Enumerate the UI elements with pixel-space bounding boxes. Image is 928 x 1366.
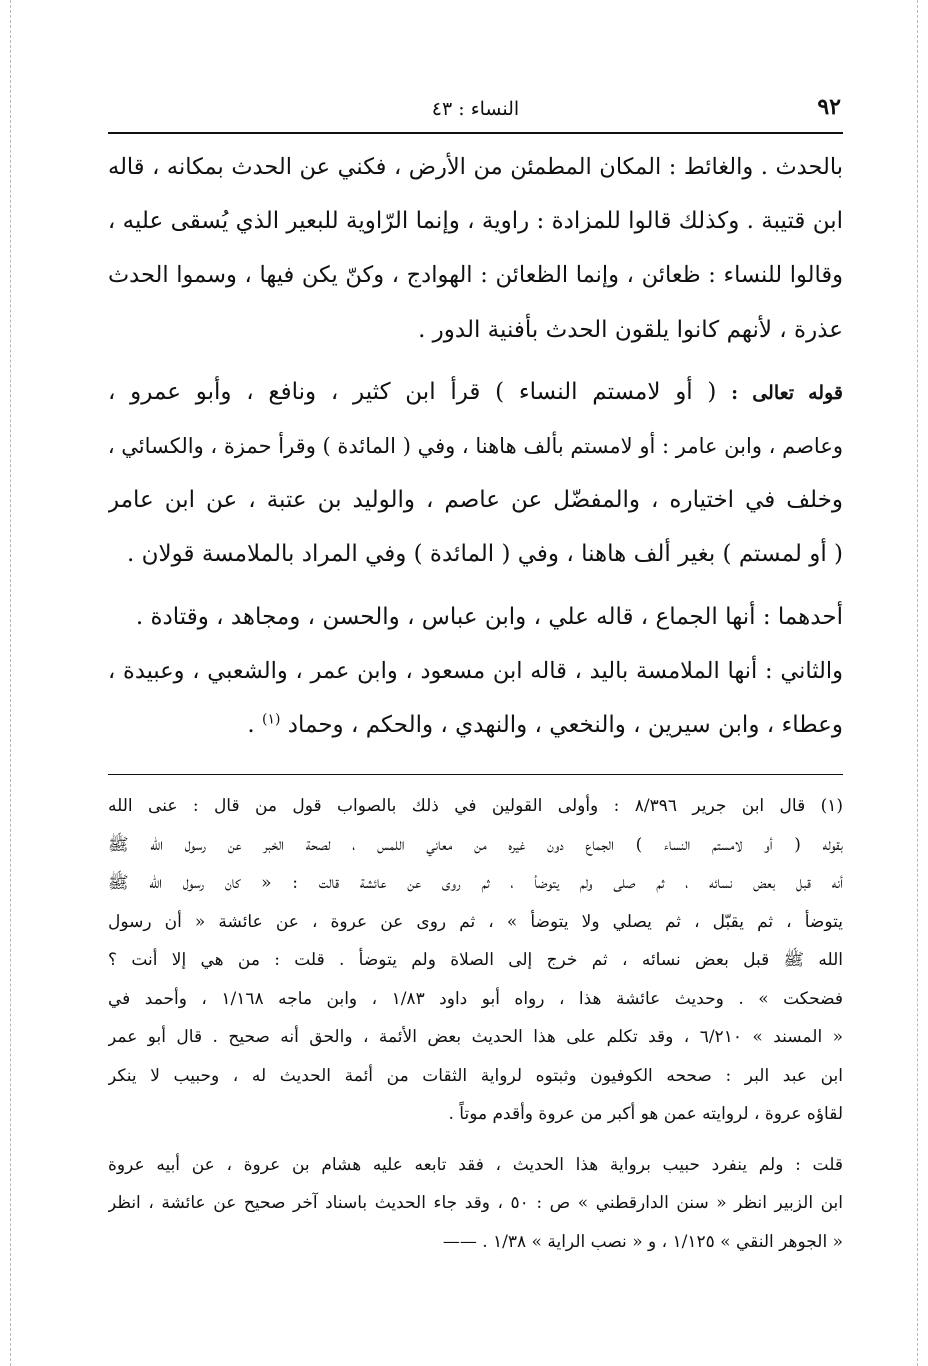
footnote-divider: [108, 774, 843, 775]
text-line: ابن قتيبة . وكذلك قالوا للمزادة : راوية ، وإنما الرّاوية للبعير الذي يُسقى عليه ،: [108, 208, 843, 235]
page-number: ٩٢: [817, 94, 841, 120]
opinion-second-line: والثاني : أنها الملامسة باليد ، قاله ابن مسعود ، وابن عمر ، والشعبي ، وعبيدة ،: [108, 657, 843, 684]
qira-paragraph-first-line: [108, 365, 843, 419]
footnote-line: يتوضأ ، ثم يقبّل ، ثم يصلي ولا يتوضأ » ، ثم روى عن عروة ، عن عائشة « أن رسول: [108, 911, 843, 932]
book-page: [108, 92, 843, 1261]
running-title: النساء : ٤٣: [431, 98, 520, 120]
footnote-line: (١) قال ابن جرير ٨/٣٩٦ : وأولى القولين في ذلك بالصواب قول من قال : عنى الله: [108, 796, 843, 817]
footnote-line: أنه قبل بعض نسائه ، ثم صلى ولم يتوضأ ، ثم روى عن عائشة قالت : « كان رسول الله ﷺ: [108, 873, 843, 894]
text-line: وخلف في اختياره ، والمفضّل عن عاصم ، والوليد بن عتبة ، عن ابن عامر: [108, 487, 843, 514]
verse-reading-text: ( أو لامستم النساء ) قرأ ابن كثير ، ونافع ، وأبو عمرو ،: [108, 378, 732, 405]
main-text: [108, 140, 843, 752]
editor-note-line: « الجوهر النقي » ١/١٢٥ ، و « نصب الراية » ١/٣٨ . ——: [442, 1231, 843, 1252]
text-line: عذرة ، لأنهم كانوا يلقون الحدث بأفنية الدور .: [418, 316, 843, 343]
editor-note-line: ابن الزبير انظر « سنن الدارقطني » ص : ٥٠ ، وقد جاء الحديث باسناد آخر صحيح عن عائشة ، انظر: [108, 1193, 843, 1214]
scan-margin-guide-right: [917, 0, 918, 1366]
editor-note-line: قلت : ولم ينفرد حبيب برواية هذا الحديث ، فقد تابعه عليه هشام بن عروة ، عن أبيه عروة: [108, 1154, 843, 1175]
page-header: [108, 92, 843, 134]
footnote-line: « المسند » ٦/٢١٠ ، وقد تكلم على هذا الحديث بعض الأئمة ، والحق أنه صحيح . قال أبو عمر: [108, 1027, 843, 1048]
footnote-line: فضحكت » . وحديث عائشة هذا ، رواه أبو داود ١/٨٣ ، وابن ماجه ١/١٦٨ ، وأحمد في: [108, 988, 843, 1009]
text-line: بالحدث . والغائط : المكان المطمئن من الأرض ، فكني عن الحدث بمكانه ، قاله: [108, 154, 843, 180]
footnote-line: لقاؤه عروة ، لروايته عمن هو أكبر من عروة وأقدم موتاً .: [448, 1104, 843, 1125]
opinion-last-text: وعطاء ، وابن سيرين ، والنخعي ، والنهدي ، والحكم ، وحماد: [287, 711, 843, 738]
text-line: وعاصم ، وابن عامر : أو لامستم بألف هاهنا ، وفي ( المائدة ) وقرأ حمزة ، والكسائي ،: [108, 433, 843, 458]
opinion-first-line: أحدهما : أنها الجماع ، قاله علي ، وابن عباس ، والحسن ، ومجاهد ، وقتادة .: [135, 603, 843, 630]
opinion-last-line: [108, 698, 843, 752]
verse-lead-phrase: قوله تعالى :: [731, 381, 843, 404]
text-line: ( أو لمستم ) بغير ألف هاهنا ، وفي ( المائدة ) وفي المراد بالملامسة قولان .: [127, 541, 843, 568]
footnotes: [108, 787, 843, 1261]
scan-margin-guide-left: [10, 0, 11, 1366]
footnote-line: بقوله ( أو لامستم النساء ) الجماع دون غيره من معاني اللمس ، لصحة الخبر عن رسول الله ﷺ: [108, 834, 843, 855]
footnote-line: الله ﷺ قبل بعض نسائه ، ثم خرج إلى الصلاة ولم يتوضأ . قلت : من هي إلا أنت ؟: [108, 950, 843, 971]
opinion-last-end: .: [247, 711, 263, 738]
footnote-line: ابن عبد البر : صححه الكوفيون وثبتوه لرواية الثقات من أئمة الحديث له ، وحبيب لا ينكر: [108, 1065, 843, 1086]
footnote-marker: (١): [262, 711, 281, 728]
text-line: وقالوا للنساء : ظعائن ، وإنما الظعائن : الهوادج ، وكنّ يكن فيها ، وسموا الحدث: [108, 262, 843, 289]
